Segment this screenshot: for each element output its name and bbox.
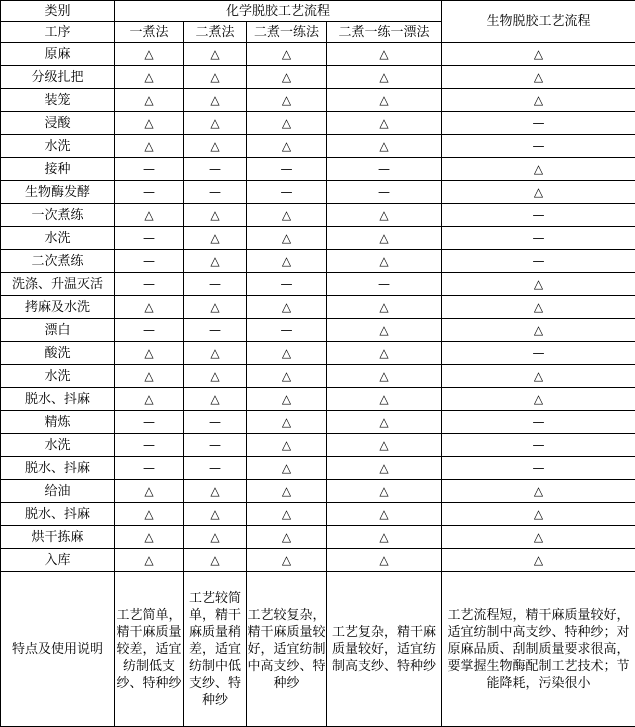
chemical-method-mark: △ [327, 89, 442, 112]
chemical-method-mark: — [184, 457, 247, 480]
bio-method-mark: △ [442, 365, 635, 388]
bio-method-mark: △ [442, 319, 635, 342]
chemical-method-mark: △ [247, 503, 327, 526]
process-name: 拷麻及水洗 [1, 296, 115, 319]
chemical-method-mark: — [115, 250, 184, 273]
chemical-method-mark: — [247, 319, 327, 342]
notes-text: 工艺简单，精干麻质量较差，适宜纺制低支纱、特种纱 [115, 572, 184, 727]
bio-method-mark: — [442, 112, 635, 135]
process-name: 水洗 [1, 135, 115, 158]
chemical-method-mark: — [247, 273, 327, 296]
chemical-method-mark: △ [184, 204, 247, 227]
chemical-method-mark: — [184, 434, 247, 457]
chemical-method-mark: △ [115, 112, 184, 135]
process-name: 水洗 [1, 434, 115, 457]
table-row [1, 66, 635, 89]
process-name: 脱水、抖麻 [1, 503, 115, 526]
chemical-method-mark: — [184, 273, 247, 296]
process-name: 烘干拣麻 [1, 526, 115, 549]
chemical-method-mark: △ [184, 250, 247, 273]
table-row [1, 434, 635, 457]
chemical-method-mark: △ [115, 135, 184, 158]
method-header: 二煮法 [184, 22, 247, 43]
chemical-method-mark: △ [327, 549, 442, 572]
chemical-method-mark: △ [247, 112, 327, 135]
table-row [1, 181, 635, 204]
bio-header: 生物脱胶工艺流程 [442, 1, 635, 43]
chemical-method-mark: △ [327, 250, 442, 273]
bio-method-mark: — [442, 227, 635, 250]
chemical-method-mark: △ [327, 365, 442, 388]
chemical-method-mark: △ [247, 434, 327, 457]
bio-method-mark: △ [442, 480, 635, 503]
bio-method-mark: — [442, 434, 635, 457]
table-row [1, 227, 635, 250]
method-header: 一煮法 [115, 22, 184, 43]
bio-method-mark: △ [442, 43, 635, 66]
chemical-method-mark: — [327, 158, 442, 181]
chemical-method-mark: — [327, 273, 442, 296]
notes-text: 工艺复杂，精干麻质量较好，适宜纺制高支纱、特种纱 [327, 572, 442, 727]
chemical-method-mark: △ [327, 112, 442, 135]
notes-text: 工艺流程短，精干麻质量较好，适宜纺制中高支纱、特种纱；对原麻品质、刮制质量要求很高，要掌握生物酶配制工艺技术；节能降耗，污染很小 [442, 572, 635, 727]
table-row [1, 296, 635, 319]
chemical-method-mark: △ [327, 296, 442, 319]
notes-text: 工艺较复杂，精干麻质量较好，适宜纺制中高支纱、特种纱 [247, 572, 327, 727]
process-header: 工序 [1, 22, 115, 43]
table-row [1, 319, 635, 342]
chemical-method-mark: — [115, 181, 184, 204]
bio-method-mark: △ [442, 296, 635, 319]
chemical-method-mark: △ [184, 342, 247, 365]
chemical-method-mark: — [247, 158, 327, 181]
chemical-method-mark: △ [327, 204, 442, 227]
process-name: 精炼 [1, 411, 115, 434]
chemical-method-mark: △ [115, 388, 184, 411]
chemical-method-mark: △ [115, 503, 184, 526]
table-row [1, 549, 635, 572]
bio-method-mark: △ [442, 388, 635, 411]
table-row [1, 112, 635, 135]
process-name: 漂白 [1, 319, 115, 342]
chemical-method-mark: △ [327, 526, 442, 549]
bio-method-mark: △ [442, 273, 635, 296]
chemical-method-mark: △ [327, 43, 442, 66]
table-row [1, 503, 635, 526]
chemical-method-mark: — [184, 319, 247, 342]
process-name: 入库 [1, 549, 115, 572]
process-name: 脱水、抖麻 [1, 388, 115, 411]
chemical-method-mark: △ [247, 526, 327, 549]
notes-row [1, 572, 635, 727]
chemical-method-mark: — [115, 319, 184, 342]
process-name: 酸洗 [1, 342, 115, 365]
bio-method-mark: △ [442, 158, 635, 181]
chemical-method-mark: △ [247, 296, 327, 319]
chemical-method-mark: △ [184, 112, 247, 135]
chemical-method-mark: △ [115, 365, 184, 388]
process-name: 原麻 [1, 43, 115, 66]
bio-method-mark: — [442, 457, 635, 480]
chemical-method-mark: △ [247, 135, 327, 158]
chemical-method-mark: △ [327, 411, 442, 434]
chemical-method-mark: △ [115, 296, 184, 319]
bio-method-mark: △ [442, 526, 635, 549]
table-row [1, 342, 635, 365]
chemical-method-mark: — [184, 158, 247, 181]
chemical-group-header: 化学脱胶工艺流程 [115, 1, 442, 22]
chemical-method-mark: △ [184, 388, 247, 411]
table-row [1, 411, 635, 434]
chemical-method-mark: △ [247, 549, 327, 572]
table-row [1, 250, 635, 273]
process-name: 接种 [1, 158, 115, 181]
chemical-method-mark: △ [184, 227, 247, 250]
notes-label: 特点及使用说明 [1, 572, 115, 727]
chemical-method-mark: △ [115, 480, 184, 503]
process-name: 二次煮练 [1, 250, 115, 273]
chemical-method-mark: △ [247, 342, 327, 365]
chemical-method-mark: △ [115, 526, 184, 549]
bio-method-mark: — [442, 411, 635, 434]
chemical-method-mark: △ [247, 480, 327, 503]
bio-method-mark: — [442, 204, 635, 227]
chemical-method-mark: △ [184, 296, 247, 319]
process-name: 水洗 [1, 227, 115, 250]
table-row [1, 480, 635, 503]
table-row [1, 158, 635, 181]
table-row [1, 388, 635, 411]
process-name: 洗涤、升温灭活 [1, 273, 115, 296]
chemical-method-mark: △ [184, 503, 247, 526]
process-name: 装笼 [1, 89, 115, 112]
table-row [1, 526, 635, 549]
bio-method-mark: △ [442, 181, 635, 204]
chemical-method-mark: — [115, 457, 184, 480]
chemical-method-mark: △ [115, 43, 184, 66]
chemical-method-mark: — [247, 181, 327, 204]
chemical-method-mark: △ [184, 43, 247, 66]
chemical-method-mark: △ [115, 66, 184, 89]
process-name: 一次煮练 [1, 204, 115, 227]
chemical-method-mark: △ [184, 480, 247, 503]
bio-method-mark: △ [442, 66, 635, 89]
process-name: 脱水、抖麻 [1, 457, 115, 480]
chemical-method-mark: △ [184, 66, 247, 89]
chemical-method-mark: △ [247, 457, 327, 480]
chemical-method-mark: — [115, 273, 184, 296]
chemical-method-mark: △ [247, 250, 327, 273]
chemical-method-mark: △ [327, 434, 442, 457]
chemical-method-mark: △ [247, 204, 327, 227]
chemical-method-mark: △ [184, 365, 247, 388]
chemical-method-mark: △ [247, 43, 327, 66]
chemical-method-mark: △ [327, 480, 442, 503]
table-row [1, 135, 635, 158]
chemical-method-mark: — [327, 181, 442, 204]
bio-method-mark: — [442, 135, 635, 158]
chemical-method-mark: △ [327, 388, 442, 411]
chemical-method-mark: — [115, 158, 184, 181]
chemical-method-mark: △ [327, 342, 442, 365]
bio-method-mark: △ [442, 503, 635, 526]
chemical-method-mark: △ [247, 365, 327, 388]
chemical-method-mark: — [115, 227, 184, 250]
chemical-method-mark: △ [184, 135, 247, 158]
chemical-method-mark: △ [327, 227, 442, 250]
process-name: 分级扎把 [1, 66, 115, 89]
chemical-method-mark: — [115, 411, 184, 434]
chemical-method-mark: △ [115, 549, 184, 572]
chemical-method-mark: △ [115, 204, 184, 227]
chemical-method-mark: △ [247, 411, 327, 434]
chemical-method-mark: △ [327, 503, 442, 526]
method-header: 二煮一练一漂法 [327, 22, 442, 43]
method-header: 二煮一练法 [247, 22, 327, 43]
process-name: 浸酸 [1, 112, 115, 135]
bio-method-mark: △ [442, 89, 635, 112]
chemical-method-mark: △ [247, 66, 327, 89]
table-row [1, 89, 635, 112]
header-row-top [1, 1, 635, 22]
chemical-method-mark: △ [327, 319, 442, 342]
process-name: 给油 [1, 480, 115, 503]
chemical-method-mark: △ [327, 66, 442, 89]
chemical-method-mark: △ [115, 89, 184, 112]
bio-method-mark: — [442, 342, 635, 365]
chemical-method-mark: △ [247, 227, 327, 250]
table-row [1, 457, 635, 480]
table-row [1, 204, 635, 227]
process-name: 水洗 [1, 365, 115, 388]
chemical-method-mark: — [115, 434, 184, 457]
chemical-method-mark: △ [184, 526, 247, 549]
table-row [1, 365, 635, 388]
chemical-method-mark: △ [327, 135, 442, 158]
chemical-method-mark: △ [247, 89, 327, 112]
chemical-method-mark: △ [184, 89, 247, 112]
chemical-method-mark: △ [115, 342, 184, 365]
process-name: 生物酶发酵 [1, 181, 115, 204]
chemical-method-mark: — [184, 181, 247, 204]
table-row [1, 273, 635, 296]
chemical-method-mark: △ [247, 388, 327, 411]
notes-text: 工艺较简单，精干麻质量稍差，适宜纺制中低支纱、特种纱 [184, 572, 247, 727]
bio-method-mark: — [442, 250, 635, 273]
table-row [1, 43, 635, 66]
chemical-method-mark: — [184, 411, 247, 434]
bio-method-mark: △ [442, 549, 635, 572]
chemical-method-mark: △ [184, 549, 247, 572]
chemical-method-mark: △ [327, 457, 442, 480]
category-header: 类别 [1, 1, 115, 22]
